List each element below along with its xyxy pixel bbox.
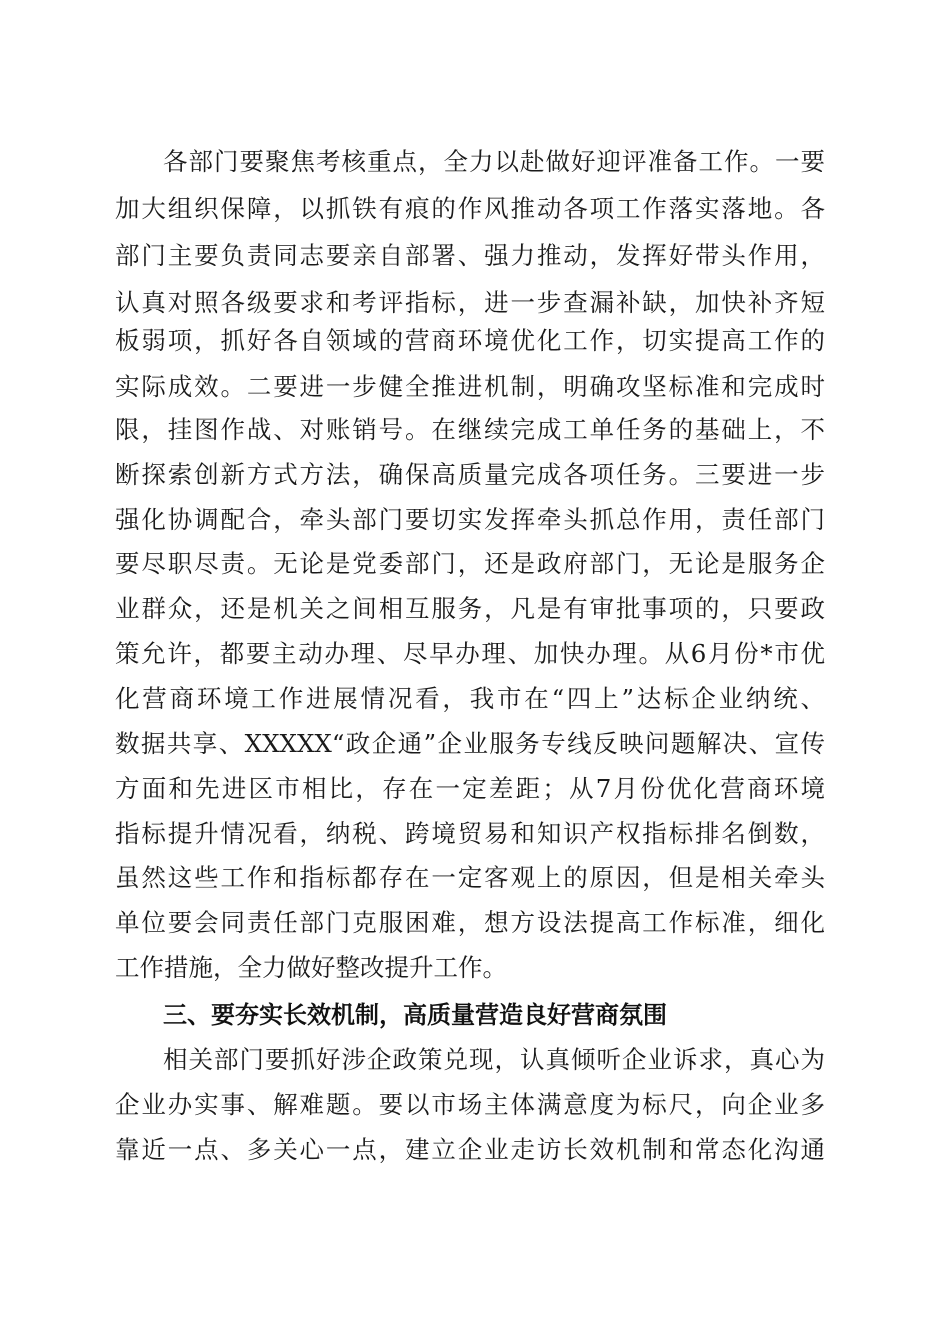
section-heading: 三、要夯实长效机制，高质量营造良好营商氛围 [163, 1001, 667, 1029]
paragraph-line: 认真对照各级要求和考评指标，进一步查漏补缺，加快补齐短 [115, 288, 825, 317]
paragraph-line: 靠近一点、多关心一点，建立企业走访长效机制和常态化沟通 [115, 1135, 825, 1164]
paragraph-line: 强化协调配合，牵头部门要切实发挥牵头抓总作用，责任部门 [115, 505, 825, 534]
paragraph-line: 虽然这些工作和指标都存在一定客观上的原因，但是相关牵头 [115, 863, 825, 892]
paragraph-line: 化营商环境工作进展情况看，我市在“四上”达标企业纳统、 [115, 684, 825, 713]
paragraph-line: 策允许，都要主动办理、尽早办理、加快办理。从6月份*市优 [115, 639, 825, 668]
paragraph-line: 数据共享、XXXXX“政企通”企业服务专线反映问题解决、宣传 [115, 729, 825, 758]
paragraph-line: 方面和先进区市相比，存在一定差距；从7月份优化营商环境 [115, 774, 825, 803]
paragraph-line: 断探索创新方式方法，确保高质量完成各项任务。三要进一步 [115, 460, 825, 489]
paragraph-line: 部门主要负责同志要亲自部署、强力推动，发挥好带头作用， [115, 241, 825, 270]
paragraph-line: 业群众，还是机关之间相互服务，凡是有审批事项的，只要政 [115, 594, 825, 623]
paragraph-line: 单位要会同责任部门克服困难，想方设法提高工作标准，细化 [115, 908, 825, 937]
paragraph-line: 板弱项，抓好各自领域的营商环境优化工作，切实提高工作的 [115, 326, 825, 355]
paragraph-line: 工作措施，全力做好整改提升工作。 [115, 953, 507, 982]
paragraph-line: 指标提升情况看，纳税、跨境贸易和知识产权指标排名倒数， [115, 819, 825, 848]
paragraph-line: 实际成效。二要进一步健全推进机制，明确攻坚标准和完成时 [115, 372, 825, 401]
paragraph-line: 企业办实事、解难题。要以市场主体满意度为标尺，向企业多 [115, 1090, 825, 1119]
paragraph-line: 要尽职尽责。无论是党委部门，还是政府部门，无论是服务企 [115, 549, 825, 578]
paragraph-line: 相关部门要抓好涉企政策兑现，认真倾听企业诉求，真心为 [163, 1045, 825, 1074]
paragraph-line: 加大组织保障，以抓铁有痕的作风推动各项工作落实落地。各 [115, 194, 825, 223]
paragraph-line: 各部门要聚焦考核重点，全力以赴做好迎评准备工作。一要 [163, 147, 825, 176]
paragraph-line: 限，挂图作战、对账销号。在继续完成工单任务的基础上，不 [115, 415, 825, 444]
